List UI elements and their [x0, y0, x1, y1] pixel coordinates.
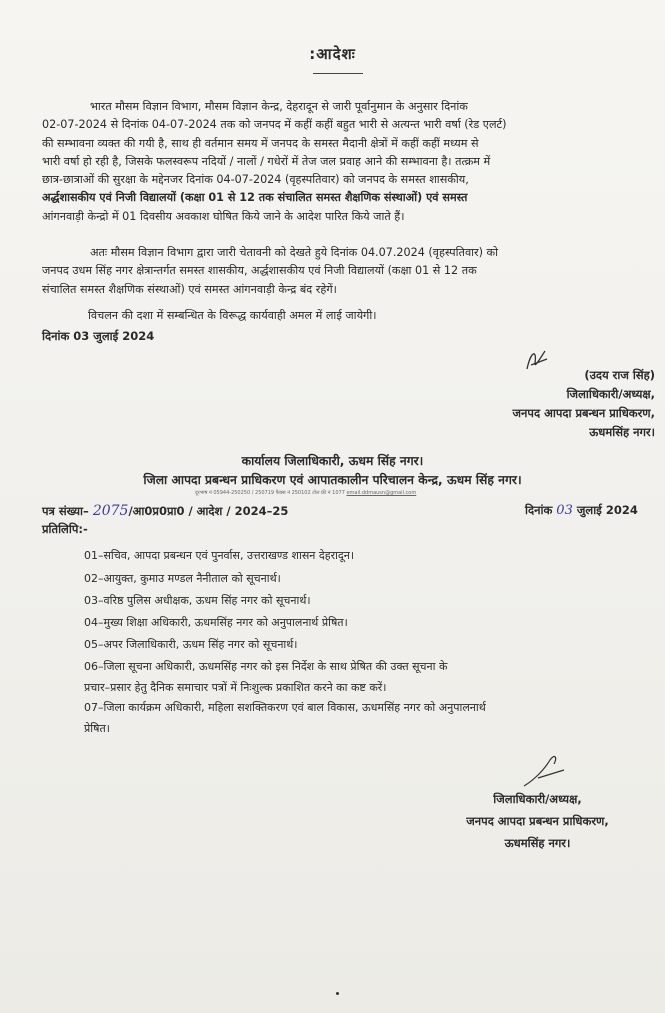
paragraph-1-line: भारी वर्षा हो रही है, जिसके फलस्वरूप नदियों / नालों / गधेरों में तेज जल प्रवाह आने की सम्भावना है। तत्क्रम में — [42, 154, 491, 168]
signatory-block — [455, 366, 655, 442]
paragraph-1-line: की सम्भावना व्यक्त की गयी है, साथ ही वर्तमान समय में जनपद के समस्त मैदानी क्षेत्रों में कहीं कहीं मध्यम से — [42, 136, 479, 150]
signatory-name: (उदय राज सिंह) — [584, 368, 655, 382]
signature-mark — [520, 752, 570, 790]
signatory-designation: जिलाधिकारी/अध्यक्ष, — [566, 387, 655, 401]
footer-authority: जनपद आपदा प्रबन्धन प्राधिकरण, — [466, 814, 609, 828]
office-contact-text: दूरभाष नं 05944-250250 / 250719 फैक्स नं 250102 टोल फ्री नं 1077 — [195, 490, 345, 496]
letter-number-line — [42, 503, 288, 519]
letter-date-day: 03 — [556, 503, 573, 518]
office-line-1: कार्यालय जिलाधिकारी, ऊधम सिंह नगर। — [241, 454, 424, 468]
paragraph-1-line: 02-07-2024 से दिनांक 04-07-2024 तक को जनपद में कहीं कहीं बहुत भारी से अत्यन्त भारी वर्षा (रेड एलर्ट) — [42, 118, 507, 132]
letter-date-suffix: जुलाई 2024 — [576, 503, 638, 517]
order-date: दिनांक 03 जुलाई 2024 — [42, 329, 155, 343]
order-heading: :आदेशः — [309, 45, 356, 63]
copy-to-title: प्रतिलिपि:- — [42, 522, 88, 536]
paragraph-2-line: अतः मौसम विज्ञान विभाग द्वारा जारी चेतावनी को देखते हुये दिनांक 04.07.2024 (वृहस्पतिवार) को — [90, 246, 499, 259]
paragraph-1 — [42, 98, 652, 226]
paragraph-1-line: अर्द्धशासकीय एवं निजी विद्यालयों (कक्षा 01 से 12 तक संचालित समस्त शैक्षणिक संस्थाओं) एवं समस्त — [42, 191, 468, 205]
copy-to-item: 01–सचिव, आपदा प्रबन्धन एवं पुनर्वास, उत्तराखण्ड शासन देहरादून। — [84, 549, 355, 562]
copy-to-item: 03–वरिष्ठ पुलिस अधीक्षक, ऊधम सिंह नगर को सूचनार्थ। — [84, 594, 311, 607]
letter-date-prefix: दिनांक — [525, 503, 553, 517]
copy-to-item-continuation: प्रेषित। — [84, 722, 110, 735]
paragraph-3: विचलन की दशा में सम्बन्धित के विरूद्ध कार्यवाही अमल में लाई जायेगी। — [88, 309, 377, 322]
page-dot — [336, 992, 339, 995]
paragraph-1-line: छात्र-छात्राओं की सुरक्षा के मद्देनजर दिनांक 04-07-2024 (वृहस्पतिवार) को जनपद के समस्त शासकीय, — [42, 173, 469, 187]
paragraph-2-line: जनपद उधम सिंह नगर क्षेत्रान्तर्गत समस्त शासकीय, अर्द्धशासकीय एवं निजी विद्यालयों (कक्षा 01 से 12 तक — [42, 264, 477, 278]
signatory-authority: जनपद आपदा प्रबन्धन प्राधिकरण, — [512, 406, 655, 420]
letter-date — [525, 503, 638, 518]
heading-underline — [313, 73, 363, 74]
office-contact — [195, 490, 416, 496]
copy-to-item: 04–मुख्य शिक्षा अधिकारी, ऊधमसिंह नगर को अनुपालनार्थ प्रेषित। — [84, 616, 348, 629]
office-email: email.ddmausn@gmail.com — [346, 490, 417, 496]
footer-signatory-block — [440, 788, 635, 854]
paragraph-2 — [42, 244, 652, 299]
letter-number-handwritten: 2075 — [92, 503, 129, 519]
office-line-2: जिला आपदा प्रबन्धन प्राधिकरण एवं आपातकालीन परिचालन केन्द्र, ऊधम सिंह नगर। — [143, 473, 522, 487]
letter-ref: /आ0प्र0प्रा0 / आदेश / 2024–25 — [128, 504, 289, 518]
paragraph-1-line: भारत मौसम विज्ञान विभाग, मौसम विज्ञान केन्द्र, देहरादून से जारी पूर्वानुमान के अनुसार दिनांक — [90, 100, 468, 113]
copy-to-item-continuation: प्रचार–प्रसार हेतु दैनिक समाचार पत्रों में निःशुल्क प्रकाशित करने का कष्ट करें। — [84, 681, 387, 694]
copy-to-item: 02–आयुक्त, कुमाउ मण्डल नैनीताल को सूचनार्थ। — [84, 572, 281, 585]
letter-number-label: पत्र संख्या– — [42, 504, 89, 518]
paragraph-1-line: आंगनवाड़ी केन्द्रो में 01 दिवसीय अवकाश घोषित किये जाने के आदेश पारित किये जाते हैं। — [42, 209, 405, 223]
copy-to-item: 06–जिला सूचना अधिकारी, ऊधमसिंह नगर को इस निर्देश के साथ प्रेषित की उक्त सूचना के — [84, 660, 448, 673]
copy-to-item: 07–जिला कार्यक्रम अधिकारी, महिला सशक्तिकरण एवं बाल विकास, ऊधमसिंह नगर को अनुपालनार्थ — [84, 701, 486, 714]
footer-place: ऊधमसिंह नगर। — [504, 836, 571, 850]
signatory-place: ऊधमसिंह नगर। — [589, 425, 655, 439]
copy-to-item: 05–अपर जिलाधिकारी, ऊधम सिंह नगर को सूचनार्थ। — [84, 638, 298, 651]
footer-designation: जिलाधिकारी/अध्यक्ष, — [493, 792, 582, 806]
paragraph-2-line: संचालित समस्त शैक्षणिक संस्थाओं) एवं समस्त आंगनवाड़ी केन्द्र बंद रहेगें। — [42, 282, 337, 296]
